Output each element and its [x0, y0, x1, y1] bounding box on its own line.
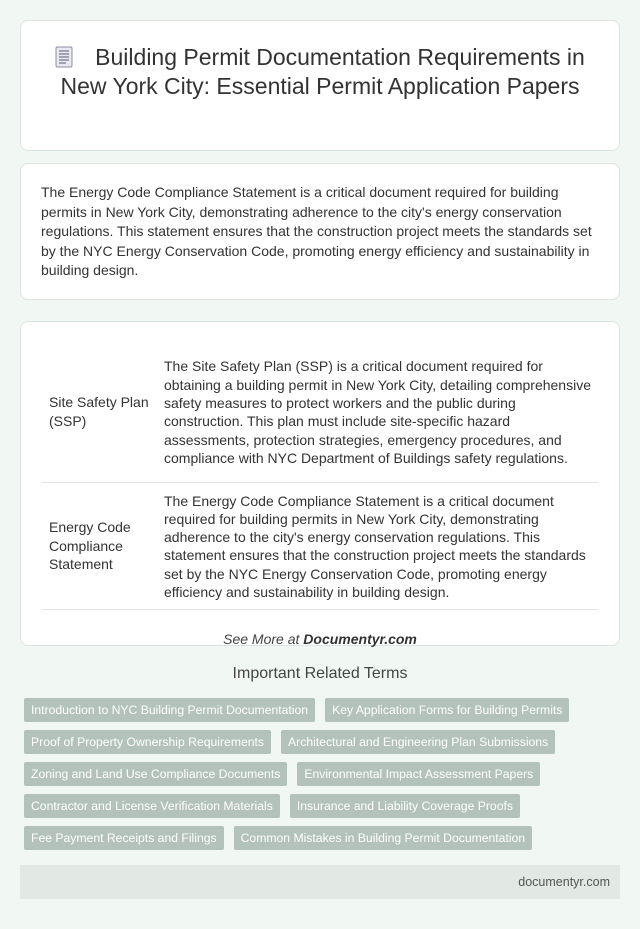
page-title-text: Building Permit Documentation Requirements in New York City: Essential Permit Application Papers [60, 44, 585, 99]
related-terms-heading: Important Related Terms [232, 665, 408, 682]
chip-row [24, 762, 620, 794]
see-more-prefix: See More at [223, 631, 304, 648]
related-term-chip[interactable]: Contractor and License Verification Materials [24, 794, 280, 818]
table-row [42, 342, 598, 482]
terms-table-card [20, 321, 620, 646]
see-more-brand[interactable]: Documentyr.com [303, 631, 417, 648]
intro-card [20, 163, 620, 300]
terms-table [42, 342, 598, 610]
related-term-chip[interactable]: Fee Payment Receipts and Filings [24, 826, 224, 850]
table-row [42, 482, 598, 610]
chip-row [24, 698, 620, 730]
title-card [20, 20, 620, 151]
related-term-chip[interactable]: Proof of Property Ownership Requirements [24, 730, 271, 754]
description-cell: The Site Safety Plan (SSP) is a critical document required for obtaining a building permit in New York City, detailing comprehensive safety measures to protect workers and the public during construction. This plan must include site-specific hazard assessments, protection strategies, emergency procedures, and compliance with NYC Department of Buildings safety regulations. [164, 358, 591, 466]
related-term-chip[interactable]: Architectural and Engineering Plan Submissions [281, 730, 555, 754]
description-cell: The Energy Code Compliance Statement is a critical document required for building permits in New York City, demonstrating adherence to the city's energy conservation regulations. This statement ensures that the construction project meets the standards set by the NYC Energy Conservation Code, promoting energy efficiency and sustainability in building design. [164, 492, 586, 600]
chip-row [24, 794, 620, 826]
related-term-chip[interactable]: Insurance and Liability Coverage Proofs [290, 794, 520, 818]
intro-paragraph: The Energy Code Compliance Statement is a critical document required for building permits in New York City, demonstrating adherence to the city's energy conservation regulations. This statement ensures that the construction project meets the standards set by the NYC Energy Conservation Code, promoting energy efficiency and sustainability in building design. [41, 184, 592, 278]
footer [20, 865, 620, 899]
related-term-chip[interactable]: Introduction to NYC Building Permit Documentation [24, 698, 315, 722]
related-terms-list [24, 698, 620, 858]
chip-row [24, 730, 620, 762]
footer-site-link[interactable]: documentyr.com [518, 875, 610, 889]
document-icon [55, 46, 73, 68]
see-more-link[interactable] [42, 631, 598, 647]
related-term-chip[interactable]: Zoning and Land Use Compliance Documents [24, 762, 287, 786]
chip-row [24, 826, 620, 858]
related-term-chip[interactable]: Environmental Impact Assessment Papers [297, 762, 540, 786]
related-term-chip[interactable]: Common Mistakes in Building Permit Documentation [234, 826, 533, 850]
related-term-chip[interactable]: Key Application Forms for Building Permits [325, 698, 569, 722]
term-cell: Site Safety Plan (SSP) [49, 394, 149, 429]
term-cell: Energy Code Compliance Statement [49, 519, 131, 573]
page-title [41, 43, 599, 101]
